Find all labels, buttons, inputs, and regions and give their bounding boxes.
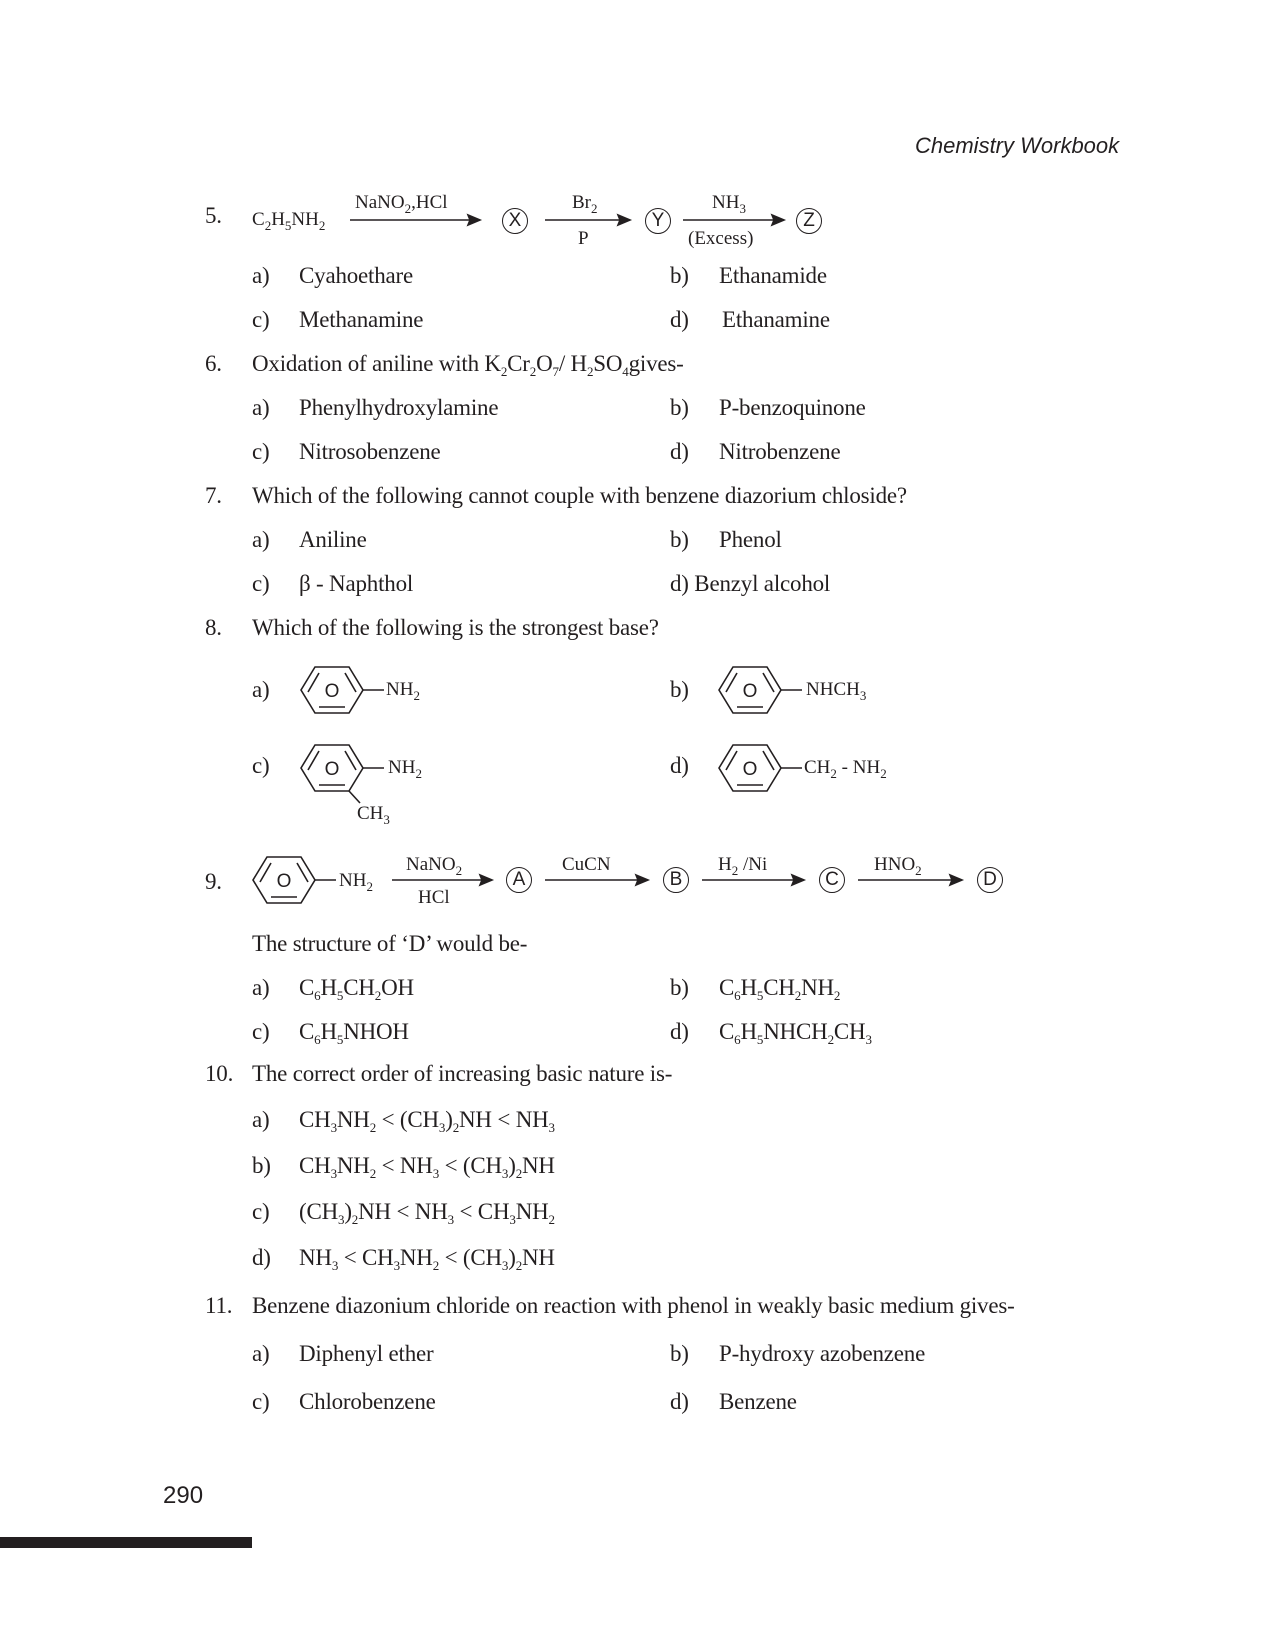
q11-option-d-label: d) xyxy=(670,1389,689,1414)
q7-option-c: β - Naphthol xyxy=(299,571,414,596)
question-7-text: Which of the following cannot couple with benzene diazorium chloside? xyxy=(252,483,907,508)
q11-option-a-label: a) xyxy=(252,1341,270,1366)
q8-option-a-ring-letter: O xyxy=(324,681,340,702)
q9-option-a: $C_6H_5CH_2OH$ xyxy=(299,975,414,1003)
q5-option-b-label: b) xyxy=(670,263,689,288)
question-6-text: Oxidation of aniline with $K_2Cr_2O_7/$ $H_2SO_4gives-$ xyxy=(252,351,684,379)
q7-option-c-label: c) xyxy=(252,571,270,596)
q8-option-c-group: $NH_2$ xyxy=(388,757,422,781)
q9-option-c-label: c) xyxy=(252,1019,270,1044)
q11-option-a: Diphenyl ether xyxy=(299,1341,434,1366)
q5-intermediate-x: X xyxy=(502,208,528,234)
q9-intermediate-a: A xyxy=(506,867,532,893)
q9-option-a-label: a) xyxy=(252,975,270,1000)
q10-option-b: $CH_3NH_2 < NH_3 < (CH_3)_2NH$ xyxy=(299,1153,555,1181)
q9-option-b-label: b) xyxy=(670,975,689,1000)
q11-option-c: Chlorobenzene xyxy=(299,1389,436,1414)
q6-option-a-label: a) xyxy=(252,395,270,420)
q8-option-c-label: c) xyxy=(252,753,270,778)
q7-option-a: Aniline xyxy=(299,527,367,552)
q8-option-c-methyl: $CH_3$ xyxy=(357,803,390,827)
question-6-number: 6. xyxy=(205,351,222,376)
q5-intermediate-y: Y xyxy=(645,208,671,234)
q8-option-c-methyl-bond xyxy=(349,791,360,803)
q8-option-a-group: $NH_2$ xyxy=(386,679,420,703)
question-9-number: 9. xyxy=(205,869,222,894)
q8-option-d-group: $CH_2 - NH_2$ xyxy=(804,757,887,781)
q9-reagent-2: CuCN xyxy=(562,854,611,875)
q8-option-a-label: a) xyxy=(252,677,270,702)
q8-structures xyxy=(0,640,1275,830)
q5-reagent-3-below: (Excess) xyxy=(688,228,754,249)
q11-option-b: P-hydroxy azobenzene xyxy=(719,1341,926,1366)
question-10-text: The correct order of increasing basic nature is- xyxy=(252,1061,673,1086)
question-11-text: Benzene diazonium chloride on reaction with phenol in weakly basic medium gives- xyxy=(252,1293,1015,1318)
question-8-number: 8. xyxy=(205,615,222,640)
q5-option-d: Ethanamine xyxy=(722,307,830,332)
question-7-number: 7. xyxy=(205,483,222,508)
q5-option-d-label: d) xyxy=(670,307,689,332)
q7-option-a-label: a) xyxy=(252,527,270,552)
q9-product-d: D xyxy=(977,867,1003,893)
q10-option-c-label: c) xyxy=(252,1199,270,1224)
page-number: 290 xyxy=(163,1482,204,1509)
footer-bar xyxy=(0,1537,252,1548)
question-11-number: 11. xyxy=(205,1293,233,1318)
q10-option-a: $CH_3NH_2 < (CH_3)_2NH < NH_3$ xyxy=(299,1107,555,1135)
q5-reagent-3: $NH_3$ xyxy=(712,192,746,216)
q7-option-d: d) Benzyl alcohol xyxy=(670,571,831,596)
q11-option-c-label: c) xyxy=(252,1389,270,1414)
q9-reagent-4: $HNO_2$ xyxy=(874,854,922,878)
q10-option-c: $(CH_3)_2NH < NH_3 < CH_3NH_2$ xyxy=(299,1199,555,1227)
question-9-text: The structure of ‘D’ would be- xyxy=(252,931,528,956)
q8-option-b-label: b) xyxy=(670,677,689,702)
page-header: Chemistry Workbook xyxy=(915,133,1120,158)
q6-option-d: Nitrobenzene xyxy=(719,439,841,464)
q9-intermediate-b: B xyxy=(663,867,689,893)
q10-option-b-label: b) xyxy=(252,1153,271,1178)
q5-option-a-label: a) xyxy=(252,263,270,288)
q9-intermediate-c: C xyxy=(819,867,845,893)
q9-option-c: $C_6H_5NHOH$ xyxy=(299,1019,409,1047)
q6-option-b: P-benzoquinone xyxy=(719,395,866,420)
q6-option-d-label: d) xyxy=(670,439,689,464)
q9-option-d: $C_6H_5NHCH_2CH_3$ xyxy=(719,1019,872,1047)
q8-option-b-ring-letter: O xyxy=(742,681,758,702)
q5-option-b: Ethanamide xyxy=(719,263,827,288)
q8-option-b-group: $NHCH_3$ xyxy=(806,679,867,703)
q6-option-b-label: b) xyxy=(670,395,689,420)
q6-option-c-label: c) xyxy=(252,439,270,464)
q8-option-c-ring-letter: O xyxy=(324,759,340,780)
q6-option-a: Phenylhydroxylamine xyxy=(299,395,499,420)
q11-option-b-label: b) xyxy=(670,1341,689,1366)
q10-option-d: $NH_3 < CH_3NH_2 < (CH_3)_2NH$ xyxy=(299,1245,555,1273)
q5-reagent-2: $Br_2$ xyxy=(572,192,598,216)
q6-option-c: Nitrosobenzene xyxy=(299,439,441,464)
q5-option-c-label: c) xyxy=(252,307,270,332)
question-8-text: Which of the following is the strongest base? xyxy=(252,615,659,640)
q5-arrows xyxy=(0,0,1275,260)
q9-scheme xyxy=(0,840,1275,920)
question-10-number: 10. xyxy=(205,1061,234,1086)
q7-option-b-label: b) xyxy=(670,527,689,552)
q11-option-d: Benzene xyxy=(719,1389,797,1414)
q9-reagent-1: NaNO$_2$ xyxy=(406,854,463,878)
q9-starting-group: $NH_2$ xyxy=(339,870,373,894)
q5-reagent-1: NaNO$_2$,HCl xyxy=(355,192,448,216)
question-5-number: 5. xyxy=(205,203,222,228)
q5-reagent-2-below: P xyxy=(578,228,589,249)
q10-option-a-label: a) xyxy=(252,1107,270,1132)
q10-option-d-label: d) xyxy=(252,1245,271,1270)
q9-option-d-label: d) xyxy=(670,1019,689,1044)
q9-ring-letter: O xyxy=(276,871,292,892)
q8-option-d-label: d) xyxy=(670,753,689,778)
q9-reagent-3: $H_2$ /Ni xyxy=(718,854,768,878)
q9-option-b: $C_6H_5CH_2NH_2$ xyxy=(719,975,841,1003)
q5-option-c: Methanamine xyxy=(299,307,424,332)
q5-option-a: Cyahoethare xyxy=(299,263,414,288)
q9-reagent-1-below: HCl xyxy=(418,887,450,908)
q5-reactant: $C_2H_5NH_2$ xyxy=(252,209,326,233)
q7-option-b: Phenol xyxy=(719,527,782,552)
q5-product-z: Z xyxy=(796,208,822,234)
q8-option-d-ring-letter: O xyxy=(742,759,758,780)
